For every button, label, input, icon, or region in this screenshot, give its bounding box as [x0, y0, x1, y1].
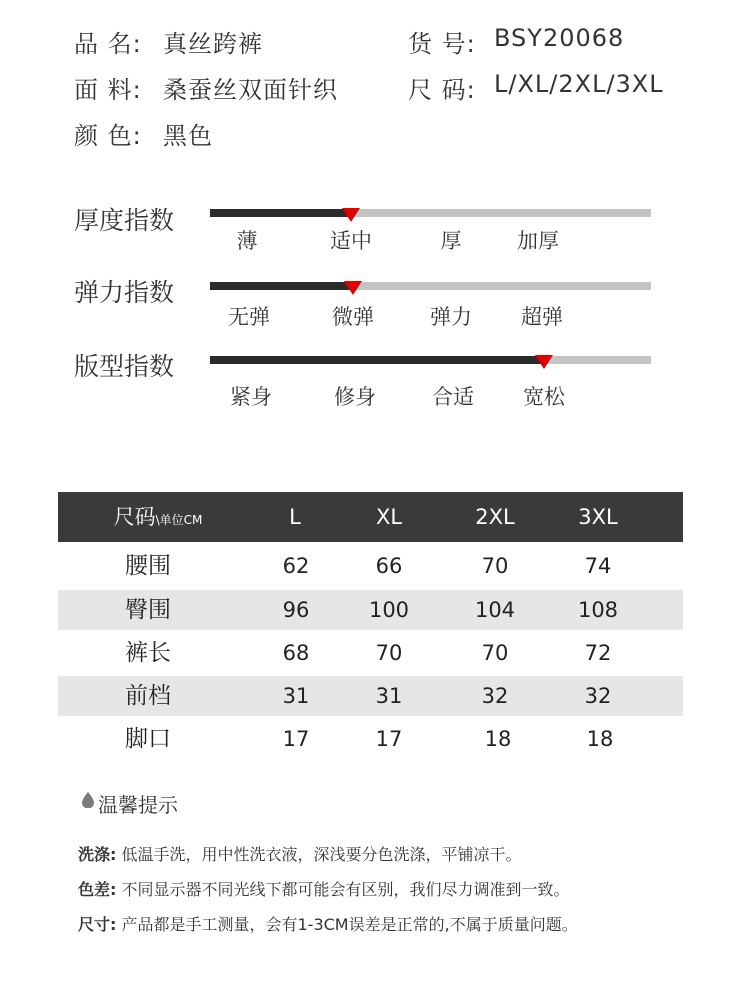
size-header-label: [114, 492, 203, 542]
size-label: 尺 码:: [408, 76, 476, 104]
tip-label: 洗涤:: [78, 845, 117, 864]
color-label: 颜 色:: [74, 122, 142, 150]
cell-value: 18: [586, 727, 614, 751]
tip-color-difference: [78, 877, 570, 900]
cell-value: 104: [474, 598, 516, 622]
cell-value: 108: [577, 598, 619, 622]
cell-value: 68: [282, 641, 310, 665]
thickness-level-1: 薄: [236, 229, 258, 253]
size-header-text: 尺码: [113, 505, 156, 529]
fabric-label: 面 料:: [74, 76, 142, 104]
fabric-value: 桑蚕丝双面针织: [163, 76, 338, 104]
table-row: [58, 590, 683, 630]
cell-value: 62: [282, 554, 310, 578]
table-row: [58, 676, 683, 716]
elasticity-index-marker: [344, 281, 362, 295]
row-name: 裤长: [125, 640, 171, 666]
product-name-label: 品 名:: [74, 30, 142, 58]
table-row: [58, 546, 683, 586]
thickness-level-3: 厚: [440, 229, 462, 253]
fit-index-title: 版型指数: [74, 352, 175, 381]
sku-value: BSY20068: [494, 24, 625, 52]
fit-index-marker: [535, 355, 553, 369]
elasticity-level-4: 超弹: [521, 305, 563, 329]
cell-value: 32: [584, 684, 612, 708]
cell-value: 32: [481, 684, 509, 708]
cell-value: 17: [282, 727, 310, 751]
product-name-value: 真丝跨裤: [163, 30, 263, 58]
size-value: L/XL/2XL/3XL: [494, 70, 664, 98]
thickness-index-title: 厚度指数: [74, 206, 175, 235]
row-name: 脚口: [125, 726, 171, 752]
cell-value: 31: [375, 684, 403, 708]
size-table-header: [58, 492, 683, 542]
fit-level-3: 合适: [432, 385, 474, 409]
fit-level-1: 紧身: [230, 385, 272, 409]
cell-value: 96: [282, 598, 310, 622]
elasticity-level-2: 微弹: [332, 305, 374, 329]
thickness-index-marker: [342, 208, 360, 222]
cell-value: 70: [375, 641, 403, 665]
fit-index-fill: [210, 356, 544, 364]
cell-value: 74: [584, 554, 612, 578]
tip-size: [78, 912, 578, 935]
thickness-index-fill: [210, 209, 351, 217]
tips-title: 温馨提示: [98, 793, 178, 817]
table-row: [58, 633, 683, 673]
fit-index-track: [210, 356, 651, 364]
sku-label: 货 号:: [408, 30, 476, 58]
elasticity-index-track: [210, 282, 651, 290]
fit-level-2: 修身: [334, 385, 376, 409]
elasticity-index-fill: [210, 282, 353, 290]
table-row: [58, 719, 683, 759]
cell-value: 100: [368, 598, 410, 622]
cell-value: 17: [375, 727, 403, 751]
cell-value: 66: [375, 554, 403, 578]
size-column-xl: XL: [375, 505, 403, 529]
tip-washing: [78, 842, 522, 865]
tip-label: 尺寸:: [78, 915, 117, 934]
elasticity-level-3: 弹力: [430, 305, 472, 329]
tip-text: 低温手洗，用中性洗衣液，深浅要分色洗涤，平铺凉干。: [121, 845, 522, 864]
size-column-2xl: 2XL: [475, 505, 515, 529]
size-column-l: L: [289, 505, 301, 529]
tip-text: 产品都是手工测量，会有1-3CM误差是正常的,不属于质量问题。: [121, 915, 578, 934]
tip-label: 色差:: [78, 880, 117, 899]
thickness-level-4: 加厚: [517, 229, 559, 253]
size-header-unit: \单位CM: [155, 513, 203, 527]
cell-value: 70: [481, 641, 509, 665]
size-column-3xl: 3XL: [578, 505, 618, 529]
droplet-icon: [82, 792, 94, 808]
fit-level-4: 宽松: [523, 385, 565, 409]
cell-value: 18: [484, 727, 512, 751]
elasticity-index-title: 弹力指数: [74, 278, 175, 307]
cell-value: 31: [282, 684, 310, 708]
color-value: 黑色: [163, 122, 213, 150]
row-name: 前档: [125, 683, 171, 709]
thickness-level-2: 适中: [330, 229, 372, 253]
tip-text: 不同显示器不同光线下都可能会有区别，我们尽力调准到一致。: [121, 880, 570, 899]
thickness-index-track: [210, 209, 651, 217]
row-name: 腰围: [125, 553, 171, 579]
cell-value: 72: [584, 641, 612, 665]
cell-value: 70: [481, 554, 509, 578]
row-name: 臀围: [125, 597, 171, 623]
elasticity-level-1: 无弹: [228, 305, 270, 329]
